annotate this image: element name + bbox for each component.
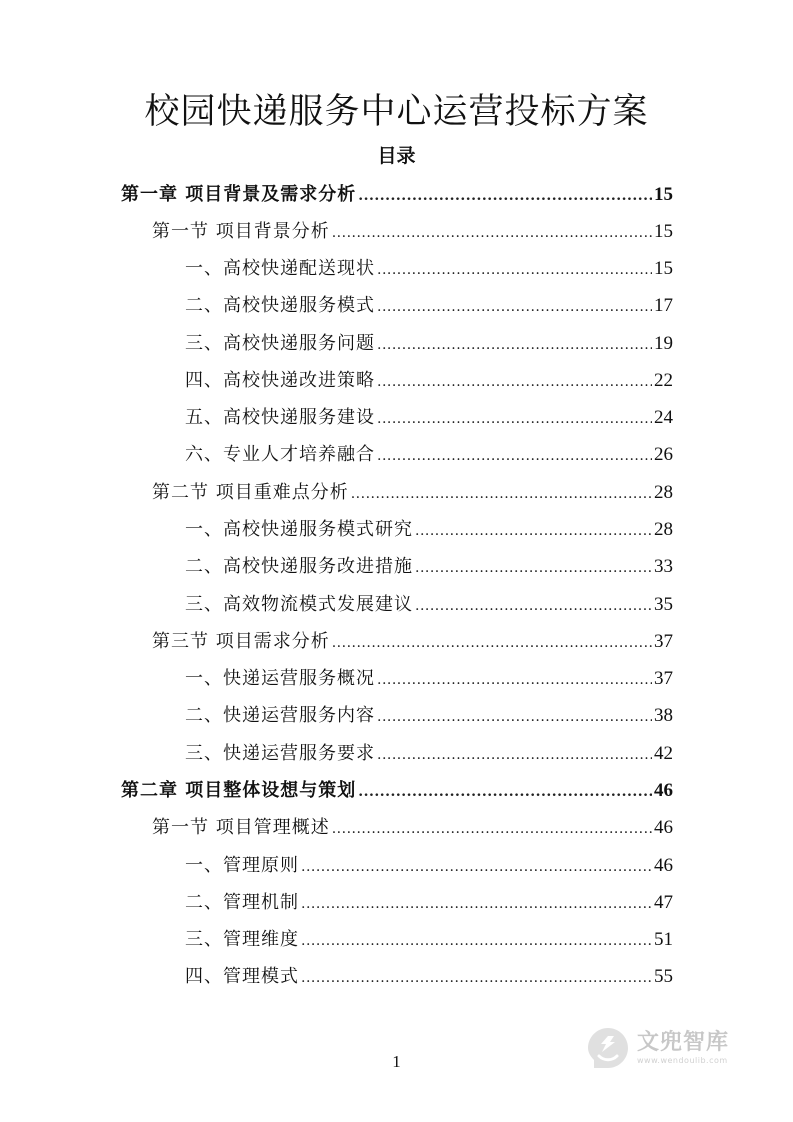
toc-leader-dots bbox=[377, 443, 652, 469]
toc-entry[interactable] bbox=[152, 629, 673, 655]
toc-entry-label: 五、高校快递服务建设 bbox=[185, 407, 375, 428]
toc-leader-dots bbox=[377, 406, 652, 432]
toc-entry[interactable] bbox=[185, 964, 673, 990]
toc-leader-dots bbox=[377, 704, 652, 730]
toc-entry-label: 一、管理原则 bbox=[185, 855, 299, 876]
toc-entry-label: 二、高校快递服务改进措施 bbox=[185, 556, 413, 577]
toc-entry[interactable] bbox=[152, 815, 673, 841]
toc-leader-dots bbox=[301, 928, 652, 954]
toc-entry-page: 15 bbox=[654, 184, 673, 205]
toc-leader-dots bbox=[415, 593, 652, 619]
watermark-name: 文兜智库 bbox=[637, 1030, 730, 1055]
toc-heading: 目录 bbox=[377, 145, 416, 167]
toc-entry[interactable] bbox=[185, 666, 673, 692]
toc-leader-dots bbox=[377, 294, 652, 320]
toc-entry-page: 51 bbox=[654, 929, 673, 950]
toc-leader-dots bbox=[377, 257, 652, 283]
watermark-url: www.wendoulib.com bbox=[637, 1056, 728, 1065]
toc-entry[interactable] bbox=[185, 741, 673, 767]
toc-entry-label: 三、管理维度 bbox=[185, 929, 299, 950]
toc-entry[interactable] bbox=[185, 331, 673, 357]
toc-entry-page: 37 bbox=[654, 631, 673, 652]
toc-entry[interactable] bbox=[185, 890, 673, 916]
toc-entry-page: 35 bbox=[654, 594, 673, 615]
toc-entry-label: 四、高校快递改进策略 bbox=[185, 370, 375, 391]
page-number: 1 bbox=[392, 1052, 401, 1071]
toc-entry-page: 37 bbox=[654, 668, 673, 689]
toc-leader-dots bbox=[301, 891, 652, 917]
toc-leader-dots bbox=[332, 220, 652, 246]
toc-entry-page: 33 bbox=[654, 556, 673, 577]
toc-entry-label: 三、高校快递服务问题 bbox=[185, 333, 375, 354]
toc-entry[interactable] bbox=[185, 442, 673, 468]
toc-entry-label: 二、管理机制 bbox=[185, 892, 299, 913]
toc-entry-label: 六、专业人才培养融合 bbox=[185, 444, 375, 465]
toc-entry[interactable] bbox=[185, 256, 673, 282]
toc-entry-label: 三、高效物流模式发展建议 bbox=[185, 594, 413, 615]
toc-leader-dots bbox=[377, 667, 652, 693]
toc-entry[interactable] bbox=[185, 853, 673, 879]
toc-entry[interactable] bbox=[185, 368, 673, 394]
toc-entry-page: 22 bbox=[654, 370, 673, 391]
toc-entry-page: 46 bbox=[654, 855, 673, 876]
toc-entry[interactable] bbox=[185, 405, 673, 431]
toc-entry-page: 46 bbox=[654, 817, 673, 838]
toc-entry[interactable] bbox=[121, 778, 673, 804]
toc-entry-label: 三、快递运营服务要求 bbox=[185, 743, 375, 764]
toc-leader-dots bbox=[332, 630, 652, 656]
toc-entry-page: 28 bbox=[654, 519, 673, 540]
toc-leader-dots bbox=[415, 555, 652, 581]
toc-entry[interactable] bbox=[121, 182, 673, 208]
toc-entry[interactable] bbox=[185, 554, 673, 580]
toc-entry-page: 15 bbox=[654, 221, 673, 242]
toc-entry-page: 26 bbox=[654, 444, 673, 465]
toc-leader-dots bbox=[301, 854, 652, 880]
toc-entry-label: 第一章 项目背景及需求分析 bbox=[121, 184, 357, 205]
toc-entry-label: 第三节 项目需求分析 bbox=[152, 631, 330, 652]
toc-entry-page: 19 bbox=[654, 333, 673, 354]
toc-entry-label: 第一节 项目背景分析 bbox=[152, 221, 330, 242]
toc-entry[interactable] bbox=[185, 592, 673, 618]
toc-leader-dots bbox=[377, 332, 652, 358]
toc-entry[interactable] bbox=[152, 480, 673, 506]
toc-leader-dots bbox=[377, 742, 652, 768]
toc-entry-page: 42 bbox=[654, 743, 673, 764]
toc-entry-label: 一、高校快递配送现状 bbox=[185, 258, 375, 279]
toc-entry[interactable] bbox=[185, 703, 673, 729]
toc-entry[interactable] bbox=[152, 219, 673, 245]
toc-entry-page: 55 bbox=[654, 966, 673, 987]
toc-entry-page: 28 bbox=[654, 482, 673, 503]
toc-entry-label: 四、管理模式 bbox=[185, 966, 299, 987]
toc-entry-label: 一、快递运营服务概况 bbox=[185, 668, 375, 689]
toc-entry-page: 46 bbox=[654, 780, 673, 801]
toc-entry-label: 第二节 项目重难点分析 bbox=[152, 482, 349, 503]
toc-leader-dots bbox=[377, 369, 652, 395]
toc-leader-dots bbox=[358, 183, 652, 209]
toc-leader-dots bbox=[351, 481, 652, 507]
toc-leader-dots bbox=[332, 816, 652, 842]
toc-entry[interactable] bbox=[185, 293, 673, 319]
toc-entry-label: 二、快递运营服务内容 bbox=[185, 705, 375, 726]
toc-entry[interactable] bbox=[185, 517, 673, 543]
toc-entry-label: 二、高校快递服务模式 bbox=[185, 295, 375, 316]
toc-entry-page: 47 bbox=[654, 892, 673, 913]
toc-leader-dots bbox=[358, 779, 652, 805]
toc-entry-label: 第一节 项目管理概述 bbox=[152, 817, 330, 838]
toc-entry-page: 15 bbox=[654, 258, 673, 279]
toc-entry-label: 第二章 项目整体设想与策划 bbox=[121, 780, 357, 801]
toc-entry-page: 24 bbox=[654, 407, 673, 428]
document-title: 校园快递服务中心运营投标方案 bbox=[144, 92, 649, 132]
toc-entry-label: 一、高校快递服务模式研究 bbox=[185, 519, 413, 540]
toc-leader-dots bbox=[415, 518, 652, 544]
toc-entry-page: 38 bbox=[654, 705, 673, 726]
toc-leader-dots bbox=[301, 965, 652, 991]
toc-entry-page: 17 bbox=[654, 295, 673, 316]
toc-entry[interactable] bbox=[185, 927, 673, 953]
